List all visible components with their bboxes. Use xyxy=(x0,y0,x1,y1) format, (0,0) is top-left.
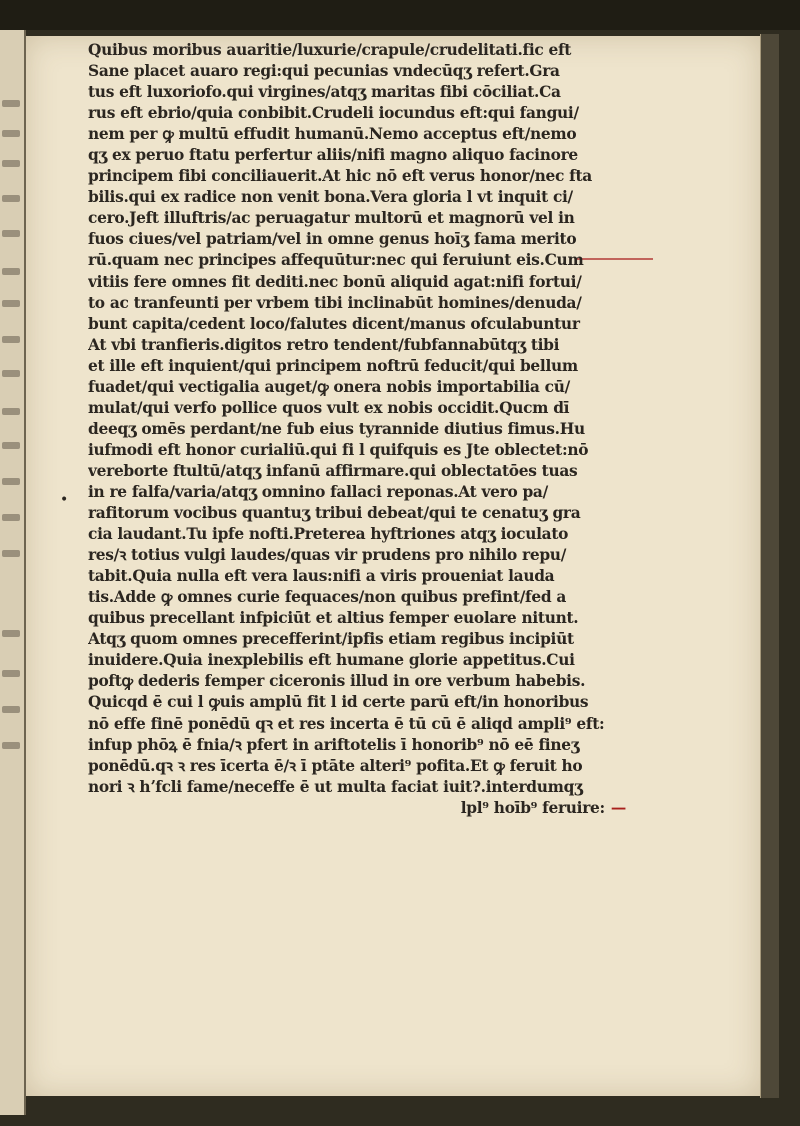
text-line xyxy=(88,103,648,124)
text-line-content: cero.Jeft illuftris/ac peruagatur multorū et magnorū vel in xyxy=(88,209,575,228)
text-line xyxy=(88,735,648,756)
text-line xyxy=(88,524,648,545)
text-line-content: fuadet/qui vectigalia auget/ꝙ onera nobis importabilia cū/ xyxy=(88,377,570,396)
text-line-content: At vbi tranfieris.digitos retro tendent/fubfannabūtqʒ tibi xyxy=(88,335,560,354)
text-line-content: Sane placet auaro regi:qui pecunias vndecūqʒ refert.Gra xyxy=(88,62,560,81)
text-line-content: nori ꝛ hʼfcli fame/neceffe ē ut multa faciat iuit?.interdumqʒ xyxy=(88,777,583,796)
text-line-content: infup phōꝝ ē fnia/ꝛ pfert in ariftotelis ī honorib⁹ nō eē fineʒ xyxy=(88,735,580,754)
text-line-content: tabit.Quia nulla eft vera laus:nifi a viris proueniat lauda xyxy=(88,567,555,586)
rubric-mark: — xyxy=(610,798,626,817)
text-line xyxy=(88,356,648,377)
text-line-content: quibus precellant infpiciūt et altius femper euolare nitunt. xyxy=(88,609,579,628)
text-line-content: nem per ꝙ multū effudit humanū.Nemo acceptus eft/nemo xyxy=(88,125,577,144)
text-line-content: principem fibi conciliauerit.At hic nō eft verus honor/nec fta xyxy=(88,167,592,186)
text-line-content: cia laudant.Tu ipfe nofti.Preterea hyftriones atqʒ ioculato xyxy=(88,525,569,544)
text-line xyxy=(88,587,648,608)
text-line-content: tis.Adde ꝙ omnes curie fequaces/non quibus prefint/fed a xyxy=(88,588,567,607)
text-line-content: vitiis fere omnes fit dediti.nec bonū aliquid agat:nifi fortui/ xyxy=(88,272,582,291)
text-line-content: et ille eft inquient/qui principem noftrū feducit/qui bellum xyxy=(88,356,578,375)
text-line-content: Quicqd ē cui l ꝙuis amplū fit l id certe parū eft/in honoribus xyxy=(88,693,589,712)
text-line-content: to ac tranfeunti per vrbem tibi inclinabūt homines/denuda/ xyxy=(88,293,582,312)
text-line xyxy=(88,671,648,692)
printed-text-block xyxy=(88,40,648,819)
text-line xyxy=(88,166,648,187)
text-line xyxy=(88,398,648,419)
text-line xyxy=(88,187,648,208)
text-line xyxy=(88,714,648,735)
text-line-content: qʒ ex peruo ftatu perfertur aliis/nifi magno aliquo facinore xyxy=(88,146,578,165)
previous-leaf-edge xyxy=(0,30,26,1115)
text-line xyxy=(88,377,648,398)
text-line xyxy=(88,482,648,503)
text-line xyxy=(88,608,648,629)
text-line-content: bunt capita/cedent loco/falutes dicent/manus ofculabuntur xyxy=(88,314,580,333)
text-line xyxy=(88,82,648,103)
text-line xyxy=(88,272,648,293)
text-line-content: lpl⁹ hoīb⁹ feruire: xyxy=(460,798,605,817)
text-line-content: deeqʒ omēs perdant/ne fub eius tyrannide diutius fimus.Hu xyxy=(88,419,585,438)
text-line xyxy=(88,650,648,671)
text-line-content: Atqʒ quom omnes precefferint/ipfis etiam regibus incipiūt xyxy=(88,630,574,649)
text-line-content: iufmodi eft honor curialiū.qui fi l quifquis es Jte oblectet:nō xyxy=(88,440,589,459)
text-line-content: mulat/qui verfo pollice quos vult ex nobis occidit.Qucm dī xyxy=(88,398,570,417)
text-line xyxy=(88,566,648,587)
text-line xyxy=(88,440,648,461)
text-line-content: vereborte ftultū/atqʒ infanū affirmare.qui oblectatōes tuas xyxy=(88,461,578,480)
text-line-content: fuos ciues/vel patriam/vel in omne genus hoīʒ fama merito xyxy=(88,230,577,249)
text-line-content: Quibus moribus auaritie/luxurie/crapule/crudelitati.fic eft xyxy=(88,41,572,59)
text-line-content: rus eft ebrio/quia conbibit.Crudeli iocundus eft:qui fangui/ xyxy=(88,104,579,123)
scan-backdrop xyxy=(0,0,800,30)
text-line xyxy=(88,40,648,61)
text-line xyxy=(88,145,648,166)
text-line-content: nō effe finē ponēdū qꝛ et res incerta ē tū cū ē aliqd ampli⁹ eft: xyxy=(88,714,605,733)
text-line-content: rafitorum vocibus quantuʒ tribui debeat/qui te cenatuʒ gra xyxy=(88,504,581,523)
text-line-content: inuidere.Quia inexplebilis eft humane glorie appetitus.Cui xyxy=(88,651,575,670)
text-line xyxy=(88,419,648,440)
text-line xyxy=(88,545,648,566)
text-line xyxy=(88,314,648,335)
text-line xyxy=(88,692,648,713)
binding-edge xyxy=(760,34,779,1098)
text-line xyxy=(88,250,648,271)
text-line-content: rū.quam nec principes affequūtur:nec qui feruiunt eis.Cum xyxy=(88,251,584,270)
text-line xyxy=(88,798,648,819)
margin-mark: • xyxy=(60,492,69,508)
text-line xyxy=(88,229,648,250)
text-line xyxy=(88,461,648,482)
text-line xyxy=(88,293,648,314)
text-line-content: in re falfa/varia/atqʒ omnino fallaci reponas.At vero pa/ xyxy=(88,482,548,501)
text-line xyxy=(88,503,648,524)
text-line-content: res/ꝛ totius vulgi laudes/quas vir prudens pro nihilo repu/ xyxy=(88,546,567,565)
text-line-content: tus eft luxoriofo.qui virgines/atqʒ maritas fibi cōciliat.Ca xyxy=(88,83,561,102)
text-line xyxy=(88,208,648,229)
text-line xyxy=(88,61,648,82)
text-line-content: bilis.qui ex radice non venit bona.Vera gloria l vt inquit ci/ xyxy=(88,188,573,207)
text-line xyxy=(88,124,648,145)
text-line-content: poftꝙ dederis femper ciceronis illud in ore verbum habebis. xyxy=(88,672,586,691)
text-line xyxy=(88,629,648,650)
text-line xyxy=(88,756,648,777)
text-line-content: ponēdū.qꝛ ꝛ res īcerta ē/ꝛ ī ptāte alteri⁹ pofita.Et ꝙ feruit ho xyxy=(88,756,583,775)
text-line xyxy=(88,777,648,798)
text-line xyxy=(88,335,648,356)
